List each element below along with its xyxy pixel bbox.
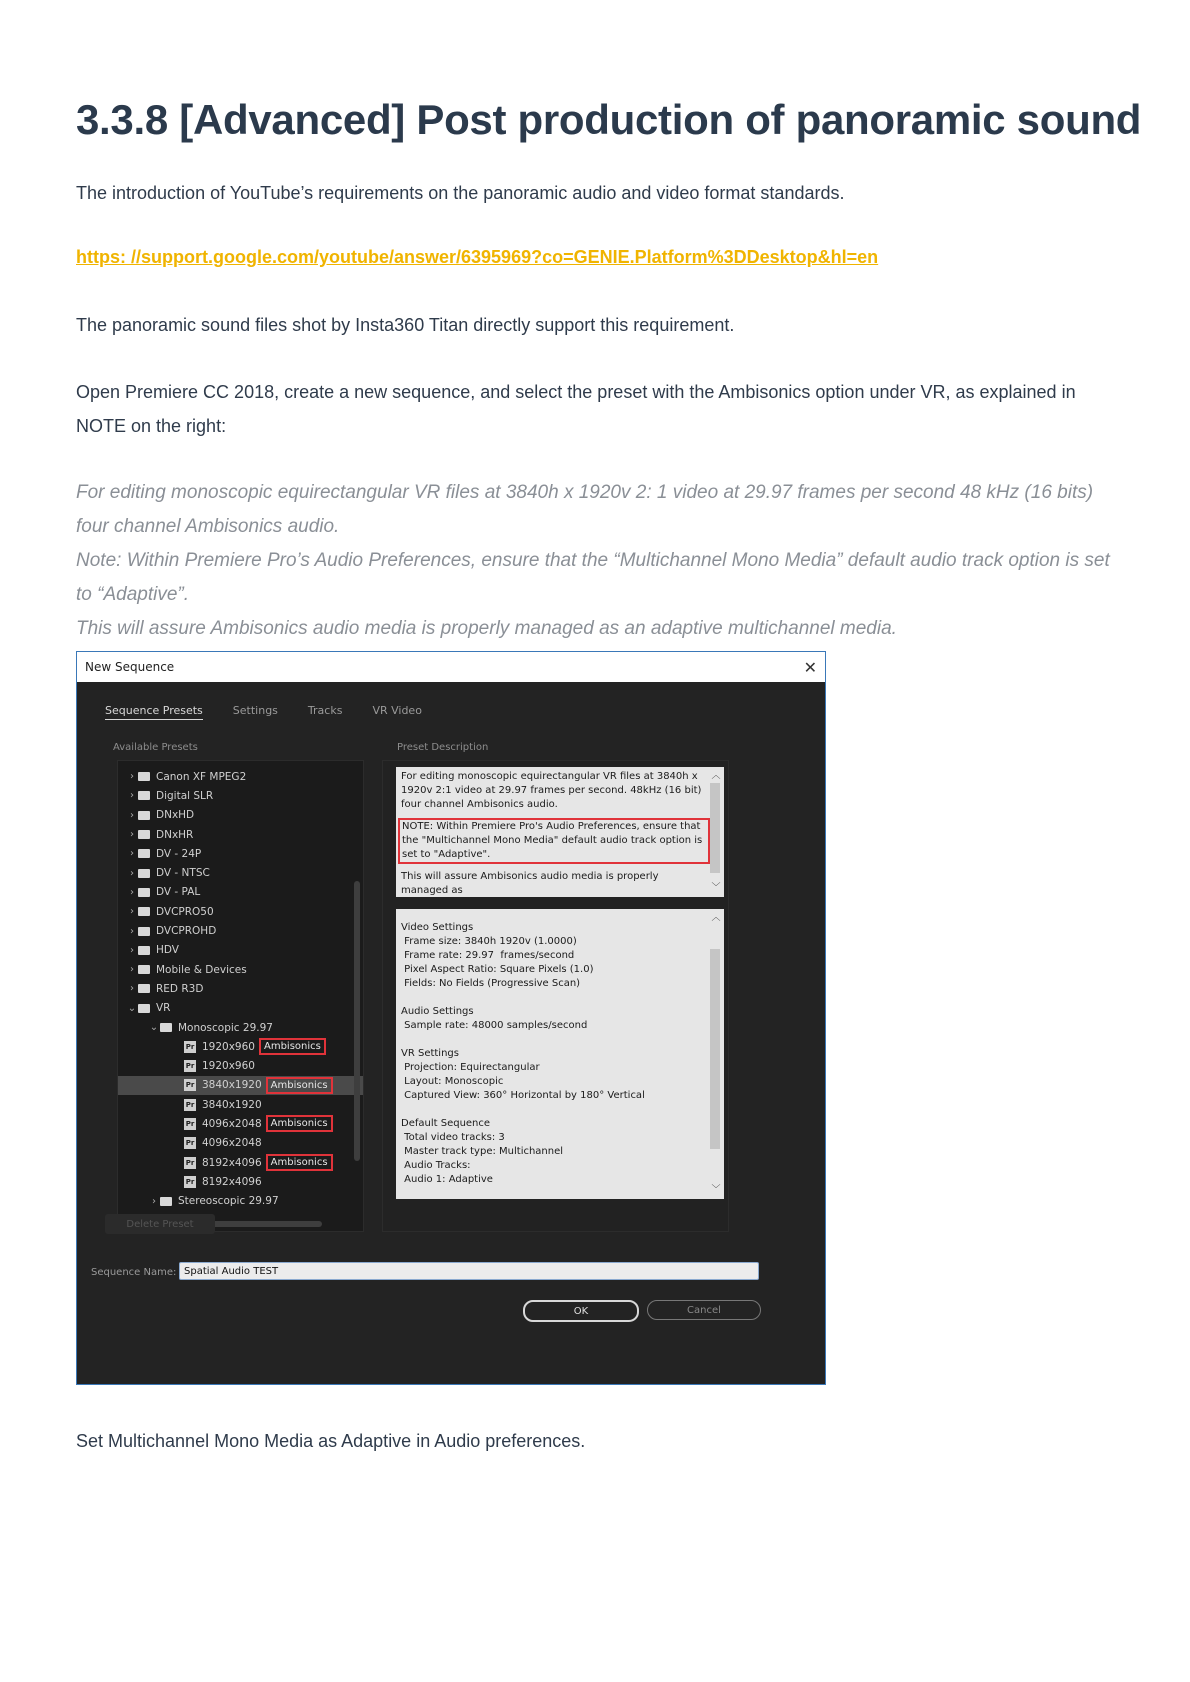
chevron-right-icon: › — [130, 983, 134, 995]
settings-scroll-arrows[interactable] — [711, 911, 721, 1197]
tab-tracks[interactable]: Tracks — [307, 704, 343, 717]
available-presets-label: Available Presets — [113, 742, 198, 753]
ambisonics-tag: Ambisonics — [266, 1115, 333, 1132]
tab-vr-video[interactable]: VR Video — [372, 704, 422, 717]
description-intro: For editing monoscopic equirectangular VR files at 3840h x 1920v 2:1 video at 29.97 frames per second. 48kHz (16 bit) four channel Ambisonics audio. — [401, 771, 702, 810]
settings-line: Audio Settings — [401, 1006, 474, 1017]
preset-file-icon: Pr — [185, 1139, 195, 1148]
note-line-3: This will assure Ambisonics audio media is properly managed as an adaptive multichannel media. — [76, 618, 897, 639]
settings-line: Master track type: Multichannel — [401, 1146, 564, 1157]
tree-item-label: VR — [156, 1002, 171, 1015]
tree-item-vr[interactable] — [118, 999, 363, 1018]
folder-icon — [138, 984, 150, 993]
settings-line — [401, 1033, 708, 1047]
description-scroll-arrows[interactable] — [711, 769, 721, 895]
closing-paragraph: Set Multichannel Mono Media as Adaptive in Audio preferences. — [76, 1431, 586, 1451]
settings-lines — [401, 921, 708, 1187]
tree-item-8192[interactable] — [118, 1172, 363, 1191]
description-note-highlight: NOTE: Within Premiere Pro's Audio Preferences, ensure that the "Multichannel Mono Media" default audio track option is set to "Adaptive". — [398, 818, 710, 864]
chevron-down-icon[interactable]: ﹀ — [711, 1185, 721, 1195]
tree-item-dnxhr[interactable] — [118, 825, 363, 844]
folder-icon — [138, 830, 150, 839]
preset-file-icon: Pr — [185, 1177, 195, 1186]
folder-icon — [160, 1023, 172, 1032]
tree-item-4096[interactable] — [118, 1134, 363, 1153]
preset-settings-text — [396, 909, 724, 1199]
tree-item-label: DV - NTSC — [156, 867, 210, 880]
settings-line: Projection: Equirectangular — [401, 1062, 540, 1073]
chevron-right-icon: › — [130, 867, 134, 879]
settings-line: Audio 1: Adaptive — [401, 1174, 493, 1185]
titan-support-paragraph: The panoramic sound files shot by Insta360 Titan directly support this requirement. — [76, 315, 735, 335]
premiere-instructions-paragraph: Open Premiere CC 2018, create a new sequence, and select the preset with the Ambisonics option under VR, as explained in NOTE on the right: — [76, 382, 1076, 436]
settings-line: Audio Tracks: — [401, 1160, 471, 1171]
chevron-down-icon: ⌄ — [149, 1022, 159, 1033]
tree-item-label: DNxHD — [156, 809, 195, 822]
preset-file-icon: Pr — [185, 1062, 195, 1071]
folder-icon — [138, 1004, 150, 1013]
tree-item-1920-amb[interactable] — [118, 1037, 363, 1056]
tree-item-label: Canon XF MPEG2 — [156, 770, 247, 783]
link-paragraph — [76, 240, 878, 274]
tree-item-dv-ntsc[interactable] — [118, 863, 363, 882]
settings-line: Default Sequence — [401, 1118, 491, 1129]
note-line-2: Note: Within Premiere Pro’s Audio Preferences, ensure that the “Multichannel Mono Media” default audio track option is set to “Adaptive”. — [76, 550, 1110, 605]
tree-item-4096-amb[interactable] — [118, 1114, 363, 1133]
tree-item-label: Stereoscopic 29.97 — [178, 1195, 279, 1208]
preset-file-icon: Pr — [185, 1042, 195, 1051]
tree-item-label: DVCPROHD — [156, 925, 217, 938]
settings-line: Video Settings — [401, 922, 474, 933]
cancel-button[interactable]: Cancel — [647, 1300, 761, 1320]
tree-item-label: RED R3D — [156, 982, 204, 995]
settings-line: Fields: No Fields (Progressive Scan) — [401, 978, 581, 989]
tree-item-canon-xf[interactable] — [118, 767, 363, 786]
settings-line: Layout: Monoscopic — [401, 1076, 504, 1087]
tree-item-label: HDV — [156, 944, 179, 957]
tree-item-label: 8192x4096 — [202, 1156, 262, 1169]
preset-description-text — [396, 767, 724, 897]
tree-vertical-scrollbar[interactable] — [354, 881, 360, 1161]
tree-item-dvcprohd[interactable] — [118, 921, 363, 940]
preset-file-icon: Pr — [185, 1119, 195, 1128]
chevron-up-icon[interactable]: ︿ — [711, 913, 721, 923]
tree-item-dv-pal[interactable] — [118, 883, 363, 902]
tab-settings[interactable]: Settings — [232, 704, 278, 717]
tree-item-label: Monoscopic 29.97 — [178, 1021, 273, 1034]
chevron-right-icon: › — [130, 809, 134, 821]
tree-item-label: 3840x1920 — [202, 1098, 262, 1111]
chevron-right-icon: › — [130, 829, 134, 841]
sequence-name-input[interactable]: Spatial Audio TEST — [179, 1262, 759, 1280]
chevron-up-icon[interactable]: ︿ — [711, 771, 721, 781]
tree-item-label: 4096x2048 — [202, 1117, 262, 1130]
sequence-name-label: Sequence Name: — [91, 1267, 177, 1278]
tree-item-digital-slr[interactable] — [118, 786, 363, 805]
settings-line — [401, 991, 708, 1005]
folder-icon — [138, 907, 150, 916]
tree-item-1920[interactable] — [118, 1056, 363, 1075]
chevron-down-icon: ⌄ — [127, 1002, 137, 1014]
new-sequence-dialog — [76, 651, 826, 1385]
chevron-down-icon[interactable]: ﹀ — [711, 883, 721, 893]
tree-item-label: 4096x2048 — [202, 1137, 262, 1150]
preset-description-label: Preset Description — [397, 742, 489, 753]
chevron-right-icon: › — [130, 886, 134, 898]
preset-file-icon: Pr — [185, 1100, 195, 1109]
tree-item-label: 8192x4096 — [202, 1175, 262, 1188]
chevron-right-icon: › — [130, 964, 134, 976]
tree-item-8192-amb[interactable] — [118, 1153, 363, 1172]
tree-item-dvcpro50[interactable] — [118, 902, 363, 921]
ok-button[interactable]: OK — [523, 1300, 639, 1322]
tree-item-3840-amb-selected[interactable] — [118, 1076, 363, 1095]
preset-file-icon: Pr — [185, 1081, 195, 1090]
chevron-right-icon: › — [152, 1195, 156, 1207]
chevron-right-icon: › — [130, 848, 134, 860]
tree-item-3840[interactable] — [118, 1095, 363, 1114]
folder-icon — [138, 772, 150, 781]
preset-file-icon: Pr — [185, 1158, 195, 1167]
tree-item-monoscopic[interactable] — [118, 1018, 363, 1037]
tree-item-label: Mobile & Devices — [156, 963, 247, 976]
presets-tree[interactable] — [117, 760, 364, 1232]
section-heading: 3.3.8 [Advanced] Post production of panoramic sound — [76, 96, 1142, 143]
ambisonics-tag: Ambisonics — [259, 1038, 326, 1055]
folder-icon — [138, 946, 150, 955]
settings-line: Sample rate: 48000 samples/second — [401, 1020, 588, 1031]
settings-line — [401, 1103, 708, 1117]
chevron-right-icon: › — [130, 906, 134, 918]
tree-item-label: 1920x960 — [202, 1060, 255, 1073]
description-assure: This will assure Ambisonics audio media is properly managed as — [401, 871, 659, 896]
tree-item-label: DV - 24P — [156, 847, 202, 860]
chevron-right-icon: › — [130, 925, 134, 937]
tree-item-label: DV - PAL — [156, 886, 201, 899]
folder-icon — [138, 965, 150, 974]
dialog-titlebar — [77, 652, 825, 682]
tree-item-mobile-devices[interactable] — [118, 960, 363, 979]
tab-sequence-presets[interactable]: Sequence Presets — [105, 704, 203, 720]
intro-paragraph: The introduction of YouTube’s requirements on the panoramic audio and video format standards. — [76, 183, 845, 203]
folder-icon — [138, 811, 150, 820]
settings-line: Pixel Aspect Ratio: Square Pixels (1.0) — [401, 964, 594, 975]
close-icon[interactable]: ✕ — [803, 657, 817, 677]
tree-item-dnxhd[interactable] — [118, 806, 363, 825]
preset-description-panel — [382, 760, 729, 1232]
tree-item-label: DNxHR — [156, 828, 194, 841]
folder-icon — [138, 869, 150, 878]
chevron-right-icon: › — [130, 790, 134, 802]
folder-icon — [138, 888, 150, 897]
youtube-support-link[interactable]: https: //support.google.com/youtube/answer/6395969?co=GENIE.Platform%3DDesktop&hl=en — [76, 247, 879, 267]
settings-line: Captured View: 360° Horizontal by 180° Vertical — [401, 1090, 645, 1101]
tree-item-stereoscopic[interactable] — [118, 1192, 363, 1211]
folder-icon — [138, 927, 150, 936]
ambisonics-tag: Ambisonics — [266, 1154, 333, 1171]
tree-item-dv-24p[interactable] — [118, 844, 363, 863]
tree-item-label: 3840x1920 — [202, 1079, 262, 1092]
folder-icon — [160, 1197, 172, 1206]
note-line-1: For editing monoscopic equirectangular VR files at 3840h x 1920v 2: 1 video at 29.97 frames per second 48 kHz (16 bits) four channel Ambisonics audio. — [76, 482, 1094, 537]
settings-line: Frame rate: 29.97 frames/second — [401, 950, 575, 961]
settings-line: Total video tracks: 3 — [401, 1132, 505, 1143]
chevron-right-icon: › — [130, 944, 134, 956]
tree-item-red-r3d[interactable] — [118, 979, 363, 998]
folder-icon — [138, 791, 150, 800]
tree-item-hdv[interactable] — [118, 941, 363, 960]
chevron-right-icon: › — [130, 771, 134, 783]
ambisonics-tag: Ambisonics — [266, 1077, 333, 1094]
dialog-title: New Sequence — [85, 660, 175, 674]
tree-item-label: DVCPRO50 — [156, 905, 214, 918]
folder-icon — [138, 849, 150, 858]
settings-line: Frame size: 3840h 1920v (1.0000) — [401, 936, 577, 947]
tree-item-label: Digital SLR — [156, 789, 214, 802]
settings-line: VR Settings — [401, 1048, 459, 1059]
dialog-tabs — [105, 704, 422, 720]
tree-item-label: 1920x960 — [202, 1040, 255, 1053]
delete-preset-button[interactable]: Delete Preset — [105, 1214, 215, 1234]
